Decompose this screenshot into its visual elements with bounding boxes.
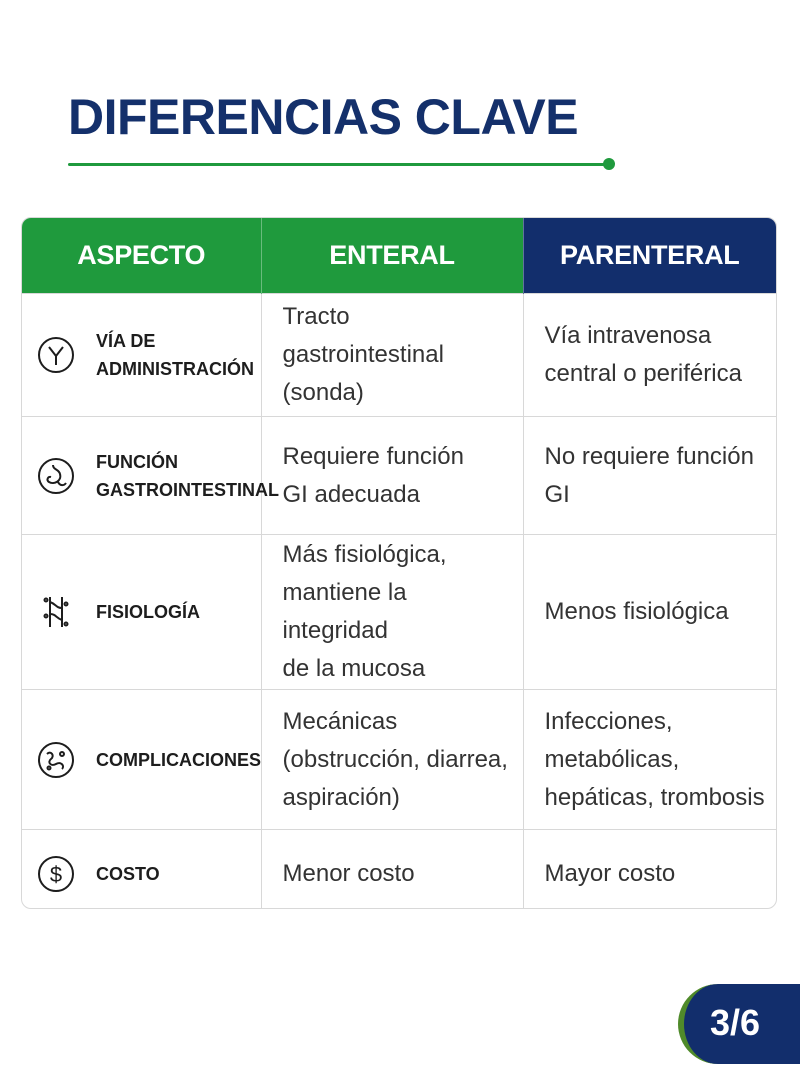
page-indicator: 3/6 — [710, 1002, 761, 1043]
fork-route-icon — [36, 335, 76, 375]
parenteral-cell: Vía intravenosa central o periférica — [523, 294, 776, 417]
intestine-icon — [36, 592, 76, 632]
parenteral-cell: Infecciones, metabólicas, hepáticas, trombosis — [523, 690, 776, 830]
dollar-icon — [36, 854, 76, 894]
header-enteral: ENTERAL — [261, 218, 523, 294]
aspect-label: VÍA DE ADMINISTRACIÓN — [96, 331, 254, 379]
stomach-icon — [36, 456, 76, 496]
table-row — [22, 535, 776, 690]
aspect-label: COSTO — [96, 863, 160, 884]
parenteral-cell: No requiere función GI — [523, 417, 776, 535]
header-aspecto: ASPECTO — [22, 218, 261, 294]
parenteral-cell: Menos fisiológica — [523, 535, 776, 690]
aspect-cell — [22, 294, 261, 417]
table-row — [22, 690, 776, 830]
aspect-label: COMPLICACIONES — [96, 749, 262, 770]
aspect-cell — [22, 830, 261, 910]
table-row — [22, 830, 776, 910]
parenteral-cell: Mayor costo — [523, 830, 776, 910]
enteral-cell: Requiere función GI adecuada — [261, 417, 523, 535]
enteral-cell: Más fisiológica, mantiene la integridad de la mucosa — [261, 535, 523, 690]
enteral-cell: Menor costo — [261, 830, 523, 910]
table-row — [22, 417, 776, 535]
header-parenteral: PARENTERAL — [523, 218, 776, 294]
aspect-label: FUNCIÓN GASTROINTESTINAL — [96, 451, 279, 500]
aspect-cell — [22, 417, 279, 535]
page-title: DIFERENCIAS CLAVE — [68, 89, 579, 145]
enteral-cell: Mecánicas (obstrucción, diarrea, aspiración) — [261, 690, 523, 830]
svg-text:$: $ — [49, 861, 63, 887]
title-underline — [68, 163, 608, 166]
complications-icon — [36, 740, 76, 780]
table-header-row — [22, 218, 776, 294]
enteral-cell: Tracto gastrointestinal (sonda) — [261, 294, 523, 417]
comparison-table — [21, 217, 777, 909]
aspect-label: FISIOLOGÍA — [96, 602, 201, 622]
aspect-cell — [22, 535, 261, 690]
table-row — [22, 294, 776, 417]
title-underline-dot — [603, 158, 615, 170]
aspect-cell — [22, 690, 261, 830]
